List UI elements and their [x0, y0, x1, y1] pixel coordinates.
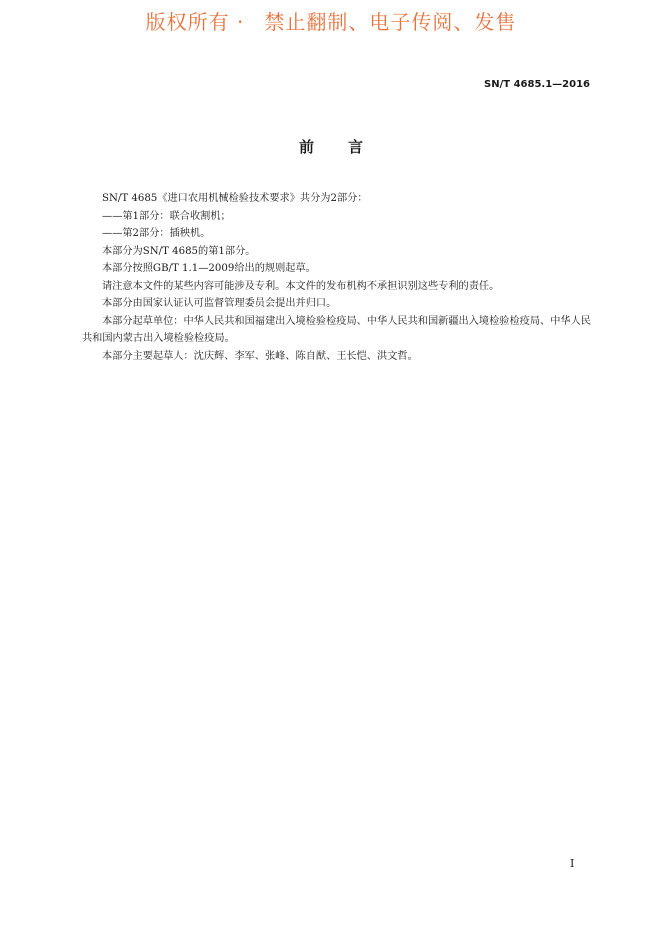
watermark-right-text: 禁止翻制、电子传阅、发售 — [264, 10, 517, 34]
copyright-watermark — [0, 6, 662, 35]
paragraph-parts-intro: SN/T 4685《进口农用机械检验技术要求》共分为2部分： — [102, 193, 368, 204]
watermark-left-text: 版权所有 · — [145, 10, 245, 34]
paragraph-proposer: 本部分由国家认证认可监督管理委员会提出并归口。 — [102, 298, 337, 309]
paragraph-drafting-units: 本部分起草单位：中华人民共和国福建出入境检验检疫局、中华人民共和国新疆出入境检验检疫局、中华人民共和国内蒙古出入境检验检疫局。 — [82, 315, 591, 344]
paragraph-part-1: ——第1部分：联合收割机； — [102, 210, 231, 222]
paragraph-part-2: ——第2部分：插秧机。 — [102, 228, 211, 239]
page-number: I — [570, 857, 575, 870]
paragraph-this-part: 本部分为SN/T 4685的第1部分。 — [102, 245, 256, 257]
paragraph-drafting-rules: 本部分按照GB/T 1.1—2009给出的规则起草。 — [102, 263, 316, 274]
standard-number: SN/T 4685.1—2016 — [484, 79, 590, 90]
foreword-body — [82, 190, 598, 365]
paragraph-patent-notice: 请注意本文件的某些内容可能涉及专利。本文件的发布机构不承担识别这些专利的责任。 — [102, 280, 500, 292]
paragraph-drafters: 本部分主要起草人：沈庆辉、李军、张峰、陈自猷、王长恺、洪文哲。 — [102, 350, 418, 362]
page-title: 前言 — [298, 138, 397, 156]
